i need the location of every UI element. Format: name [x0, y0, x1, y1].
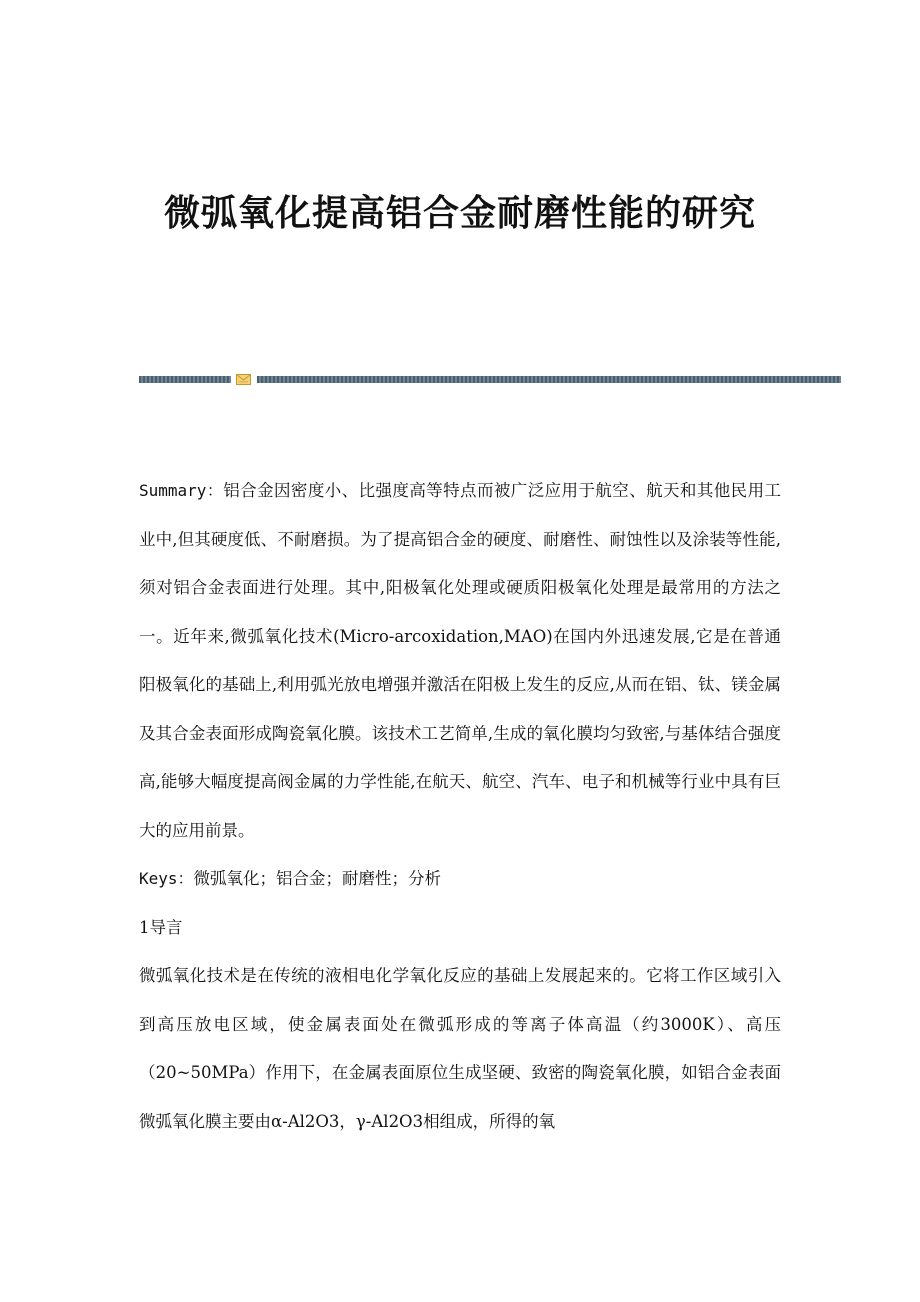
- keys-text: 微弧氧化；铝合金；耐磨性；分析: [193, 869, 442, 888]
- divider-bar-right: [257, 376, 841, 383]
- document-title: 微弧氧化提高铝合金耐磨性能的研究: [163, 193, 756, 234]
- title-divider: [139, 374, 841, 384]
- summary-text: 铝合金因密度小、比强度高等特点而被广泛应用于航空、航天和其他民用工业中,但其硬度低、不耐磨损。为了提高铝合金的硬度、耐磨性、耐蚀性以及涂装等性能,须对铝合金表面进行处理。其中,阳极氧化处理或硬质阳极氧化处理是最常用的方法之一。近年来,微弧氧化技术(Micro-arcoxidation,MAO)在国内外迅速发展,它是在普通阳极氧化的基础上,利用弧光放电增强并激活在阳极上发生的反应,从而在铝、钛、镁金属及其合金表面形成陶瓷氧化膜。该技术工艺简单,生成的氧化膜均匀致密,与基体结合强度高,能够大幅度提高阀金属的力学性能,在航天、航空、汽车、电子和机械等行业中具有巨大的应用前景。: [139, 481, 782, 840]
- document-body: [139, 467, 781, 1146]
- envelope-icon: [236, 374, 251, 385]
- keys-label: Keys：: [139, 869, 194, 888]
- keys-paragraph: [139, 855, 781, 904]
- divider-bar-left: [139, 376, 231, 383]
- summary-label: Summary：: [139, 481, 224, 500]
- section-heading: 1导言: [139, 917, 183, 937]
- intro-paragraph: 微弧氧化技术是在传统的液相电化学氧化反应的基础上发展起来的。它将工作区域引入到高压放电区域，使金属表面处在微弧形成的等离子体高温（约3000K）、高压（20~50MPa）作用下，在金属表面原位生成坚硬、致密的陶瓷氧化膜，如铝合金表面微弧氧化膜主要由α-Al2O3，γ-Al2O3相组成，所得的氧: [139, 966, 781, 1131]
- summary-paragraph: [139, 467, 781, 855]
